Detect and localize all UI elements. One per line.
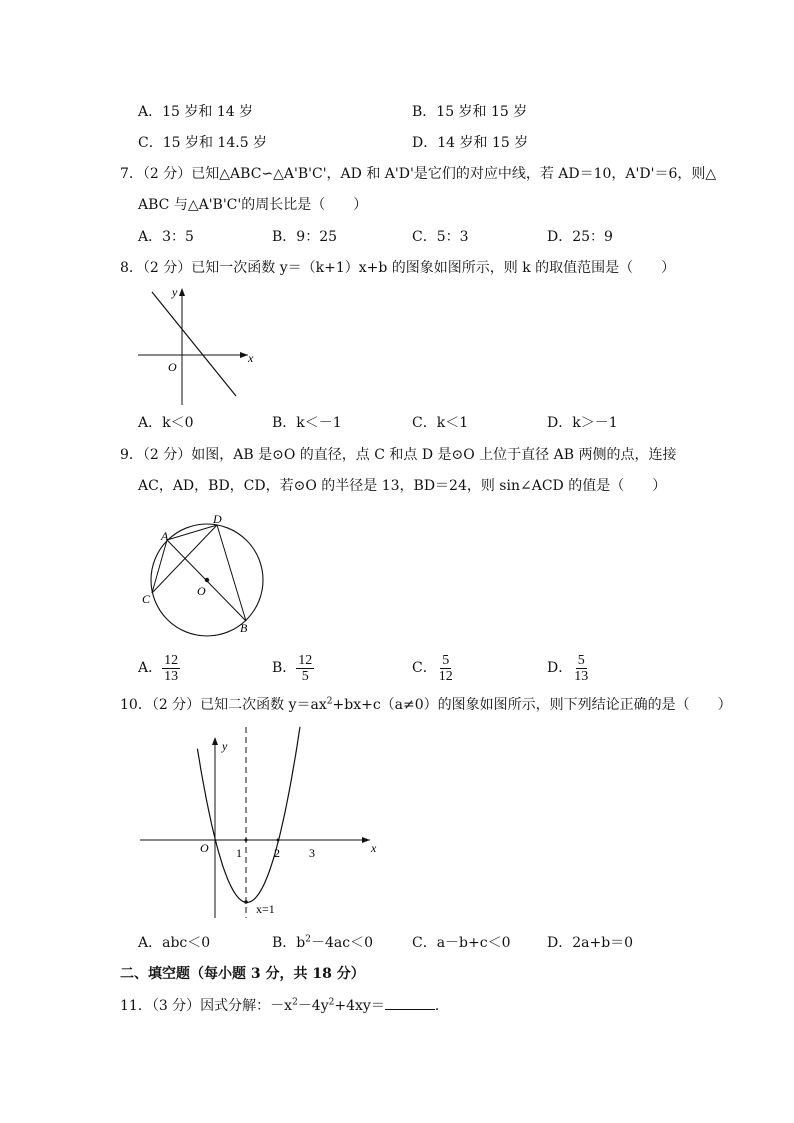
q10-tick-label-3: 3 <box>309 846 315 860</box>
q10-vertex-point <box>244 900 248 904</box>
q10-tick-2 <box>277 839 280 842</box>
q8-option-d: D．k＞－1 <box>547 415 618 431</box>
q9-point-a: A <box>161 529 169 543</box>
q8-option-a: A．k＜0 <box>138 415 194 431</box>
q9-option-d: D． $\frac{5}{13}$ <box>547 652 589 684</box>
section-heading: 二、填空题（每小题 3 分，共 18 分） <box>120 966 365 982</box>
q8-stem: 8．（2 分）已知一次函数 y＝（k+1）x+b 的图象如图所示，则 k 的取值范围是（ ） <box>120 260 676 276</box>
q10-parabola <box>197 727 300 903</box>
q9-option-a: A． $\frac{12}{13}$ <box>138 652 179 684</box>
q9-option-b: B． $\frac{12}{5}$ <box>272 652 313 684</box>
q10-y-label: y <box>222 739 228 753</box>
q10-option-b: B．$b^2-4ac<0$ <box>272 934 373 951</box>
q10-x-label: x <box>371 841 377 855</box>
q7-option-a: A．3：5 <box>138 229 194 245</box>
q9-point-d: D <box>213 512 222 526</box>
q6-option-b: B．15 岁和 15 岁 <box>412 104 528 120</box>
q10-parabola-graph <box>130 722 380 922</box>
q10-tick-label-2: 2 <box>274 846 280 860</box>
q8-function-line <box>152 292 236 396</box>
q10-origin-label: O <box>200 841 209 855</box>
q10-stem: 10．（2 分）已知二次函数 $y=ax^2+bx+c(a\ne 0)$的图象如图所示，则下列结论正确的是（ ） <box>120 696 732 713</box>
q6-option-c: C．15 岁和 14.5 岁 <box>138 135 268 151</box>
q7-option-b: B．9：25 <box>272 229 338 245</box>
q8-x-label: x <box>248 351 254 365</box>
q9-stem-line1: 9．（2 分）如图，AB 是⊙O 的直径，点 C 和点 D 是⊙O 上位于直径 AB 两侧的点，连接 <box>120 447 677 463</box>
q9-point-c: C <box>142 592 151 606</box>
q10-tick-label-1: 1 <box>236 846 242 860</box>
q10-tick-1 <box>245 839 248 842</box>
q7-stem-line1: 7．（2 分）已知△ABC∽△A'B'C'，AD 和 A'D'是它们的对应中线，若 AD＝10，A'D'＝6，则△ <box>120 166 717 182</box>
q8-origin-label: O <box>168 360 177 374</box>
q8-y-label: y <box>172 285 178 299</box>
q9-circle-figure <box>135 505 275 640</box>
q9-point-o: O <box>197 584 206 598</box>
q10-option-d: D．2a+b＝0 <box>547 935 634 951</box>
q8-option-c: C．k＜1 <box>412 415 469 431</box>
q11-answer-blank[interactable] <box>385 997 435 1010</box>
q7-option-d: D．25：9 <box>547 229 613 245</box>
q8-linear-graph <box>130 280 260 410</box>
q9-point-b: B <box>240 621 248 635</box>
q6-option-a: A．15 岁和 14 岁 <box>138 104 254 120</box>
q10-option-c: C．a－b+c＜0 <box>412 935 511 951</box>
q10-option-a: A．abc＜0 <box>138 935 211 951</box>
q6-option-d: D．14 岁和 15 岁 <box>412 135 529 151</box>
q8-option-b: B．k＜－1 <box>272 415 342 431</box>
q7-stem-line2: ABC 与△A'B'C'的周长比是（ ） <box>138 197 368 213</box>
q11-stem: 11．（3 分）因式分解：$-x^2-4y^2+4xy=$ ． <box>120 997 449 1014</box>
q10-axis-label: x=1 <box>256 902 275 916</box>
q9-stem-line2: AC，AD，BD，CD，若⊙O 的半径是 13，BD＝24，则 sin∠ACD 的值是（ ） <box>138 478 667 494</box>
q7-option-c: C．5：3 <box>412 229 469 245</box>
q9-option-c: C． $\frac{5}{12}$ <box>412 652 453 684</box>
